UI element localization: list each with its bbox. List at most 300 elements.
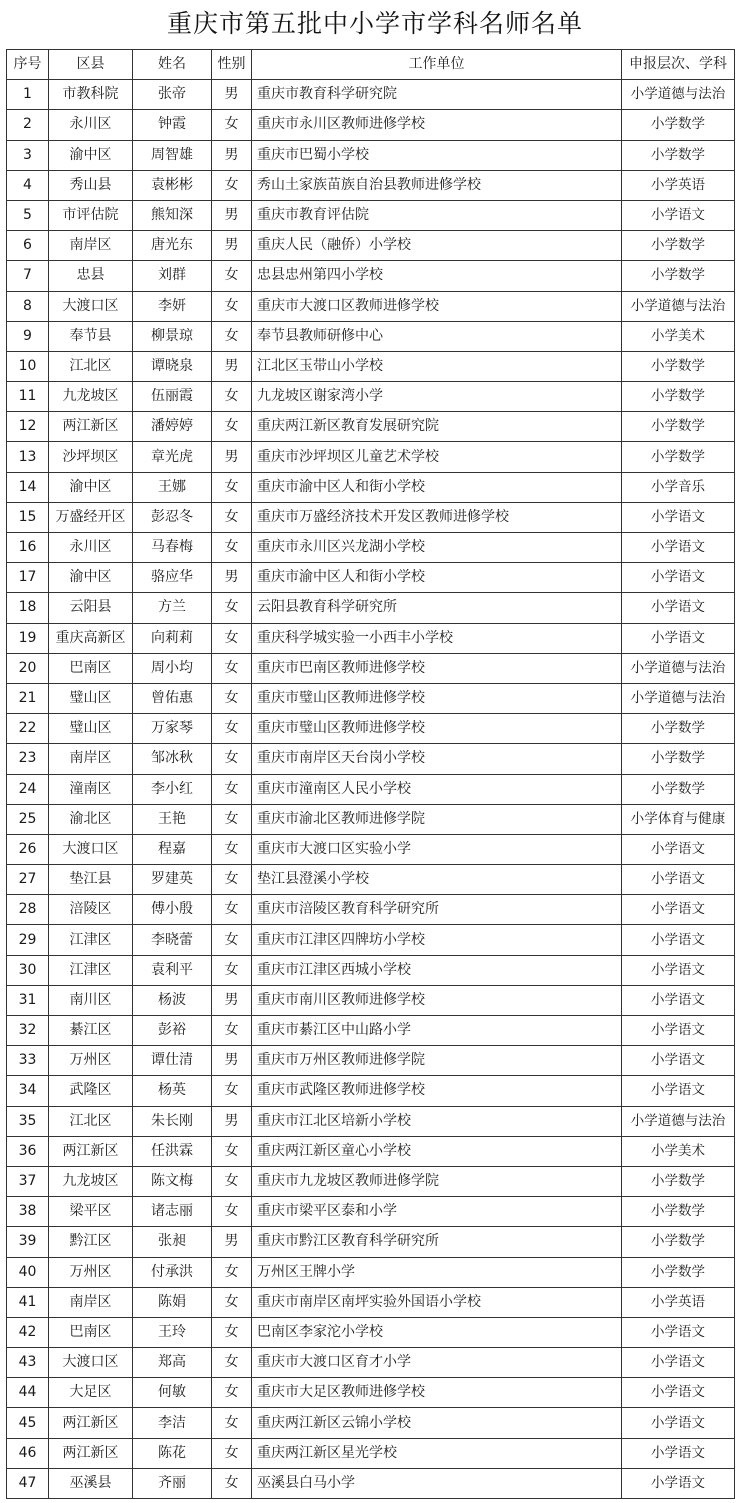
table-row <box>7 925 735 955</box>
header-gender: 性别 <box>212 50 252 80</box>
cell-district: 两江新区 <box>49 1408 133 1438</box>
cell-unit: 重庆市璧山区教师进修学校 <box>252 683 622 713</box>
table-row <box>7 1076 735 1106</box>
table-row <box>7 1166 735 1196</box>
table-row <box>7 231 735 261</box>
cell-subject: 小学数学 <box>622 140 735 170</box>
cell-gender: 女 <box>212 774 252 804</box>
cell-no: 37 <box>7 1166 49 1196</box>
cell-no: 36 <box>7 1136 49 1166</box>
cell-gender: 女 <box>212 533 252 563</box>
cell-no: 22 <box>7 714 49 744</box>
cell-gender: 女 <box>212 1136 252 1166</box>
cell-subject: 小学体育与健康 <box>622 804 735 834</box>
cell-district: 忠县 <box>49 261 133 291</box>
cell-unit: 重庆市教育科学研究院 <box>252 80 622 110</box>
cell-name: 张昶 <box>133 1227 212 1257</box>
cell-name: 谭仕清 <box>133 1046 212 1076</box>
cell-name: 袁彬彬 <box>133 170 212 200</box>
table-row <box>7 1197 735 1227</box>
table-row <box>7 653 735 683</box>
table-row <box>7 955 735 985</box>
cell-gender: 女 <box>212 804 252 834</box>
cell-no: 43 <box>7 1348 49 1378</box>
cell-name: 周小均 <box>133 653 212 683</box>
cell-subject: 小学数学 <box>622 774 735 804</box>
table-header-row <box>7 50 735 80</box>
table-row <box>7 382 735 412</box>
cell-name: 付承洪 <box>133 1257 212 1287</box>
cell-name: 何敏 <box>133 1378 212 1408</box>
table-row <box>7 1257 735 1287</box>
cell-name: 熊知深 <box>133 200 212 230</box>
cell-district: 南岸区 <box>49 231 133 261</box>
cell-unit: 九龙坡区谢家湾小学 <box>252 382 622 412</box>
cell-subject: 小学语文 <box>622 623 735 653</box>
cell-subject: 小学英语 <box>622 170 735 200</box>
cell-gender: 女 <box>212 895 252 925</box>
cell-no: 44 <box>7 1378 49 1408</box>
cell-subject: 小学数学 <box>622 1166 735 1196</box>
cell-gender: 女 <box>212 955 252 985</box>
cell-district: 两江新区 <box>49 1438 133 1468</box>
cell-subject: 小学语文 <box>622 502 735 532</box>
cell-unit: 重庆市万州区教师进修学院 <box>252 1046 622 1076</box>
table-row <box>7 1016 735 1046</box>
header-subject: 申报层次、学科 <box>622 50 735 80</box>
cell-name: 李洁 <box>133 1408 212 1438</box>
teacher-roster-table <box>6 49 735 1499</box>
table-row <box>7 502 735 532</box>
cell-name: 罗建英 <box>133 865 212 895</box>
table-row <box>7 774 735 804</box>
table-row <box>7 291 735 321</box>
cell-subject: 小学数学 <box>622 110 735 140</box>
cell-no: 25 <box>7 804 49 834</box>
cell-gender: 男 <box>212 200 252 230</box>
cell-no: 11 <box>7 382 49 412</box>
table-row <box>7 623 735 653</box>
cell-subject: 小学语文 <box>622 200 735 230</box>
cell-district: 垫江县 <box>49 865 133 895</box>
cell-gender: 女 <box>212 865 252 895</box>
cell-unit: 重庆市渝北区教师进修学院 <box>252 804 622 834</box>
cell-name: 杨英 <box>133 1076 212 1106</box>
cell-no: 14 <box>7 472 49 502</box>
cell-unit: 重庆市渝中区人和街小学校 <box>252 472 622 502</box>
cell-no: 18 <box>7 593 49 623</box>
cell-subject: 小学语文 <box>622 1408 735 1438</box>
table-row <box>7 683 735 713</box>
cell-name: 潘婷婷 <box>133 412 212 442</box>
cell-no: 4 <box>7 170 49 200</box>
cell-subject: 小学语文 <box>622 1076 735 1106</box>
cell-gender: 女 <box>212 1257 252 1287</box>
cell-no: 2 <box>7 110 49 140</box>
table-row <box>7 1227 735 1257</box>
cell-name: 傅小殷 <box>133 895 212 925</box>
cell-no: 35 <box>7 1106 49 1136</box>
cell-unit: 重庆市大渡口区育才小学 <box>252 1348 622 1378</box>
cell-district: 秀山县 <box>49 170 133 200</box>
cell-no: 39 <box>7 1227 49 1257</box>
cell-name: 章光虎 <box>133 442 212 472</box>
table-row <box>7 834 735 864</box>
cell-district: 武隆区 <box>49 1076 133 1106</box>
cell-name: 周智雄 <box>133 140 212 170</box>
table-row <box>7 714 735 744</box>
cell-gender: 女 <box>212 1468 252 1498</box>
cell-district: 南岸区 <box>49 1287 133 1317</box>
cell-district: 江津区 <box>49 925 133 955</box>
cell-subject: 小学语文 <box>622 593 735 623</box>
cell-no: 9 <box>7 321 49 351</box>
cell-name: 诸志丽 <box>133 1197 212 1227</box>
cell-gender: 女 <box>212 472 252 502</box>
cell-unit: 重庆科学城实验一小西丰小学校 <box>252 623 622 653</box>
cell-gender: 女 <box>212 110 252 140</box>
cell-name: 邹冰秋 <box>133 744 212 774</box>
table-row <box>7 80 735 110</box>
cell-subject: 小学数学 <box>622 1227 735 1257</box>
cell-gender: 女 <box>212 714 252 744</box>
cell-unit: 重庆市璧山区教师进修学校 <box>252 714 622 744</box>
cell-name: 李小红 <box>133 774 212 804</box>
cell-subject: 小学语文 <box>622 533 735 563</box>
cell-no: 1 <box>7 80 49 110</box>
cell-no: 38 <box>7 1197 49 1227</box>
cell-district: 大渡口区 <box>49 834 133 864</box>
cell-name: 彭裕 <box>133 1016 212 1046</box>
cell-no: 33 <box>7 1046 49 1076</box>
cell-district: 奉节县 <box>49 321 133 351</box>
cell-gender: 女 <box>212 623 252 653</box>
cell-unit: 重庆两江新区云锦小学校 <box>252 1408 622 1438</box>
header-name: 姓名 <box>133 50 212 80</box>
cell-name: 陈花 <box>133 1438 212 1468</box>
cell-name: 方兰 <box>133 593 212 623</box>
cell-gender: 男 <box>212 985 252 1015</box>
cell-name: 王艳 <box>133 804 212 834</box>
cell-unit: 重庆人民（融侨）小学校 <box>252 231 622 261</box>
cell-name: 谭晓泉 <box>133 351 212 381</box>
cell-subject: 小学数学 <box>622 442 735 472</box>
cell-unit: 重庆市涪陵区教育科学研究所 <box>252 895 622 925</box>
cell-unit: 重庆市江津区西城小学校 <box>252 955 622 985</box>
cell-no: 8 <box>7 291 49 321</box>
cell-district: 江北区 <box>49 1106 133 1136</box>
cell-gender: 女 <box>212 1016 252 1046</box>
cell-unit: 重庆两江新区星光学校 <box>252 1438 622 1468</box>
table-row <box>7 1106 735 1136</box>
cell-unit: 巫溪县白马小学 <box>252 1468 622 1498</box>
cell-subject: 小学数学 <box>622 1197 735 1227</box>
cell-gender: 女 <box>212 1197 252 1227</box>
cell-subject: 小学语文 <box>622 1317 735 1347</box>
cell-district: 大渡口区 <box>49 1348 133 1378</box>
cell-district: 重庆高新区 <box>49 623 133 653</box>
cell-no: 19 <box>7 623 49 653</box>
cell-gender: 女 <box>212 1438 252 1468</box>
cell-district: 渝北区 <box>49 804 133 834</box>
cell-name: 程嘉 <box>133 834 212 864</box>
cell-district: 梁平区 <box>49 1197 133 1227</box>
cell-subject: 小学数学 <box>622 382 735 412</box>
cell-gender: 男 <box>212 351 252 381</box>
cell-district: 渝中区 <box>49 140 133 170</box>
cell-district: 渝中区 <box>49 563 133 593</box>
cell-gender: 女 <box>212 1076 252 1106</box>
table-row <box>7 1348 735 1378</box>
cell-gender: 男 <box>212 231 252 261</box>
cell-no: 6 <box>7 231 49 261</box>
table-row <box>7 1378 735 1408</box>
header-no: 序号 <box>7 50 49 80</box>
cell-district: 璧山区 <box>49 714 133 744</box>
cell-name: 唐光东 <box>133 231 212 261</box>
cell-gender: 女 <box>212 925 252 955</box>
table-row <box>7 1468 735 1498</box>
cell-gender: 女 <box>212 653 252 683</box>
cell-subject: 小学语文 <box>622 985 735 1015</box>
cell-subject: 小学语文 <box>622 955 735 985</box>
table-row <box>7 351 735 381</box>
cell-unit: 巴南区李家沱小学校 <box>252 1317 622 1347</box>
cell-name: 张帝 <box>133 80 212 110</box>
cell-unit: 重庆两江新区教育发展研究院 <box>252 412 622 442</box>
cell-unit: 重庆市潼南区人民小学校 <box>252 774 622 804</box>
cell-district: 万盛经开区 <box>49 502 133 532</box>
table-row <box>7 895 735 925</box>
cell-name: 任洪霖 <box>133 1136 212 1166</box>
cell-no: 45 <box>7 1408 49 1438</box>
cell-subject: 小学语文 <box>622 1016 735 1046</box>
cell-district: 江北区 <box>49 351 133 381</box>
table-row <box>7 170 735 200</box>
cell-no: 13 <box>7 442 49 472</box>
cell-name: 陈文梅 <box>133 1166 212 1196</box>
cell-name: 王玲 <box>133 1317 212 1347</box>
cell-subject: 小学道德与法治 <box>622 291 735 321</box>
cell-gender: 男 <box>212 1046 252 1076</box>
cell-subject: 小学数学 <box>622 744 735 774</box>
cell-no: 12 <box>7 412 49 442</box>
cell-gender: 男 <box>212 442 252 472</box>
table-row <box>7 110 735 140</box>
cell-gender: 女 <box>212 1287 252 1317</box>
cell-unit: 重庆市黔江区教育科学研究所 <box>252 1227 622 1257</box>
cell-name: 李妍 <box>133 291 212 321</box>
cell-no: 17 <box>7 563 49 593</box>
cell-gender: 男 <box>212 80 252 110</box>
cell-name: 齐丽 <box>133 1468 212 1498</box>
cell-district: 市评估院 <box>49 200 133 230</box>
cell-gender: 女 <box>212 1348 252 1378</box>
cell-unit: 重庆市南川区教师进修学校 <box>252 985 622 1015</box>
cell-no: 5 <box>7 200 49 230</box>
table-row <box>7 1136 735 1166</box>
cell-subject: 小学语文 <box>622 834 735 864</box>
cell-name: 王娜 <box>133 472 212 502</box>
cell-district: 永川区 <box>49 110 133 140</box>
table-row <box>7 200 735 230</box>
document-title: 重庆市第五批中小学市学科名师名单 <box>166 9 583 38</box>
cell-no: 28 <box>7 895 49 925</box>
cell-subject: 小学道德与法治 <box>622 1106 735 1136</box>
cell-subject: 小学语文 <box>622 1468 735 1498</box>
cell-unit: 重庆市江津区四牌坊小学校 <box>252 925 622 955</box>
cell-subject: 小学语文 <box>622 1046 735 1076</box>
cell-unit: 重庆市武隆区教师进修学校 <box>252 1076 622 1106</box>
cell-gender: 女 <box>212 382 252 412</box>
cell-gender: 女 <box>212 683 252 713</box>
cell-gender: 女 <box>212 261 252 291</box>
cell-unit: 重庆市万盛经济技术开发区教师进修学校 <box>252 502 622 532</box>
cell-subject: 小学数学 <box>622 351 735 381</box>
table-row <box>7 533 735 563</box>
cell-district: 永川区 <box>49 533 133 563</box>
cell-unit: 重庆市大渡口区教师进修学校 <box>252 291 622 321</box>
cell-name: 李晓蕾 <box>133 925 212 955</box>
table-row <box>7 804 735 834</box>
cell-gender: 女 <box>212 1378 252 1408</box>
cell-district: 市教科院 <box>49 80 133 110</box>
cell-subject: 小学英语 <box>622 1287 735 1317</box>
cell-subject: 小学音乐 <box>622 472 735 502</box>
cell-district: 南川区 <box>49 985 133 1015</box>
cell-name: 杨波 <box>133 985 212 1015</box>
cell-district: 大足区 <box>49 1378 133 1408</box>
cell-district: 黔江区 <box>49 1227 133 1257</box>
cell-no: 21 <box>7 683 49 713</box>
cell-gender: 女 <box>212 1166 252 1196</box>
cell-name: 钟霞 <box>133 110 212 140</box>
cell-district: 江津区 <box>49 955 133 985</box>
cell-no: 30 <box>7 955 49 985</box>
cell-no: 20 <box>7 653 49 683</box>
cell-subject: 小学道德与法治 <box>622 80 735 110</box>
table-row <box>7 140 735 170</box>
cell-unit: 奉节县教师研修中心 <box>252 321 622 351</box>
cell-no: 26 <box>7 834 49 864</box>
cell-unit: 重庆市渝中区人和街小学校 <box>252 563 622 593</box>
cell-district: 南岸区 <box>49 744 133 774</box>
cell-subject: 小学美术 <box>622 321 735 351</box>
cell-district: 潼南区 <box>49 774 133 804</box>
cell-name: 彭忍冬 <box>133 502 212 532</box>
cell-no: 16 <box>7 533 49 563</box>
cell-name: 伍丽霞 <box>133 382 212 412</box>
cell-subject: 小学语文 <box>622 925 735 955</box>
cell-district: 巴南区 <box>49 1317 133 1347</box>
cell-unit: 重庆市綦江区中山路小学 <box>252 1016 622 1046</box>
cell-no: 29 <box>7 925 49 955</box>
cell-name: 曾佑惠 <box>133 683 212 713</box>
cell-no: 15 <box>7 502 49 532</box>
cell-no: 23 <box>7 744 49 774</box>
cell-district: 两江新区 <box>49 412 133 442</box>
cell-district: 巫溪县 <box>49 1468 133 1498</box>
cell-no: 40 <box>7 1257 49 1287</box>
cell-gender: 男 <box>212 1227 252 1257</box>
table-row <box>7 985 735 1015</box>
table-row <box>7 1438 735 1468</box>
table-row <box>7 744 735 774</box>
cell-gender: 男 <box>212 1106 252 1136</box>
cell-subject: 小学数学 <box>622 261 735 291</box>
cell-no: 41 <box>7 1287 49 1317</box>
cell-unit: 重庆市梁平区泰和小学 <box>252 1197 622 1227</box>
table-row <box>7 472 735 502</box>
cell-no: 3 <box>7 140 49 170</box>
cell-unit: 重庆市南岸区天台岗小学校 <box>252 744 622 774</box>
cell-gender: 男 <box>212 563 252 593</box>
cell-district: 万州区 <box>49 1046 133 1076</box>
cell-unit: 重庆市江北区培新小学校 <box>252 1106 622 1136</box>
cell-unit: 重庆市大足区教师进修学校 <box>252 1378 622 1408</box>
cell-unit: 万州区王牌小学 <box>252 1257 622 1287</box>
cell-subject: 小学语文 <box>622 1438 735 1468</box>
cell-unit: 重庆市九龙坡区教师进修学院 <box>252 1166 622 1196</box>
cell-no: 46 <box>7 1438 49 1468</box>
cell-district: 九龙坡区 <box>49 382 133 412</box>
cell-no: 34 <box>7 1076 49 1106</box>
cell-unit: 重庆市永川区兴龙湖小学校 <box>252 533 622 563</box>
cell-subject: 小学道德与法治 <box>622 683 735 713</box>
cell-gender: 女 <box>212 1408 252 1438</box>
cell-subject: 小学语文 <box>622 563 735 593</box>
cell-gender: 女 <box>212 834 252 864</box>
cell-name: 马春梅 <box>133 533 212 563</box>
cell-district: 大渡口区 <box>49 291 133 321</box>
cell-no: 27 <box>7 865 49 895</box>
cell-unit: 重庆市永川区教师进修学校 <box>252 110 622 140</box>
cell-subject: 小学语文 <box>622 1378 735 1408</box>
cell-no: 42 <box>7 1317 49 1347</box>
table-row <box>7 1317 735 1347</box>
cell-no: 24 <box>7 774 49 804</box>
cell-district: 巴南区 <box>49 653 133 683</box>
cell-no: 10 <box>7 351 49 381</box>
table-body <box>7 80 735 1499</box>
cell-no: 32 <box>7 1016 49 1046</box>
cell-unit: 重庆市巴蜀小学校 <box>252 140 622 170</box>
cell-gender: 女 <box>212 170 252 200</box>
cell-subject: 小学语文 <box>622 865 735 895</box>
cell-district: 云阳县 <box>49 593 133 623</box>
table-row <box>7 412 735 442</box>
cell-name: 万家琴 <box>133 714 212 744</box>
cell-subject: 小学语文 <box>622 1348 735 1378</box>
cell-name: 朱长刚 <box>133 1106 212 1136</box>
cell-gender: 女 <box>212 321 252 351</box>
cell-district: 沙坪坝区 <box>49 442 133 472</box>
cell-district: 九龙坡区 <box>49 1166 133 1196</box>
table-row <box>7 261 735 291</box>
cell-gender: 女 <box>212 1317 252 1347</box>
cell-unit: 垫江县澄溪小学校 <box>252 865 622 895</box>
cell-unit: 重庆市巴南区教师进修学校 <box>252 653 622 683</box>
cell-name: 袁利平 <box>133 955 212 985</box>
table-row <box>7 1287 735 1317</box>
cell-district: 璧山区 <box>49 683 133 713</box>
cell-unit: 江北区玉带山小学校 <box>252 351 622 381</box>
cell-no: 7 <box>7 261 49 291</box>
cell-district: 万州区 <box>49 1257 133 1287</box>
cell-subject: 小学语文 <box>622 895 735 925</box>
table-row <box>7 1408 735 1438</box>
cell-unit: 重庆市南岸区南坪实验外国语小学校 <box>252 1287 622 1317</box>
